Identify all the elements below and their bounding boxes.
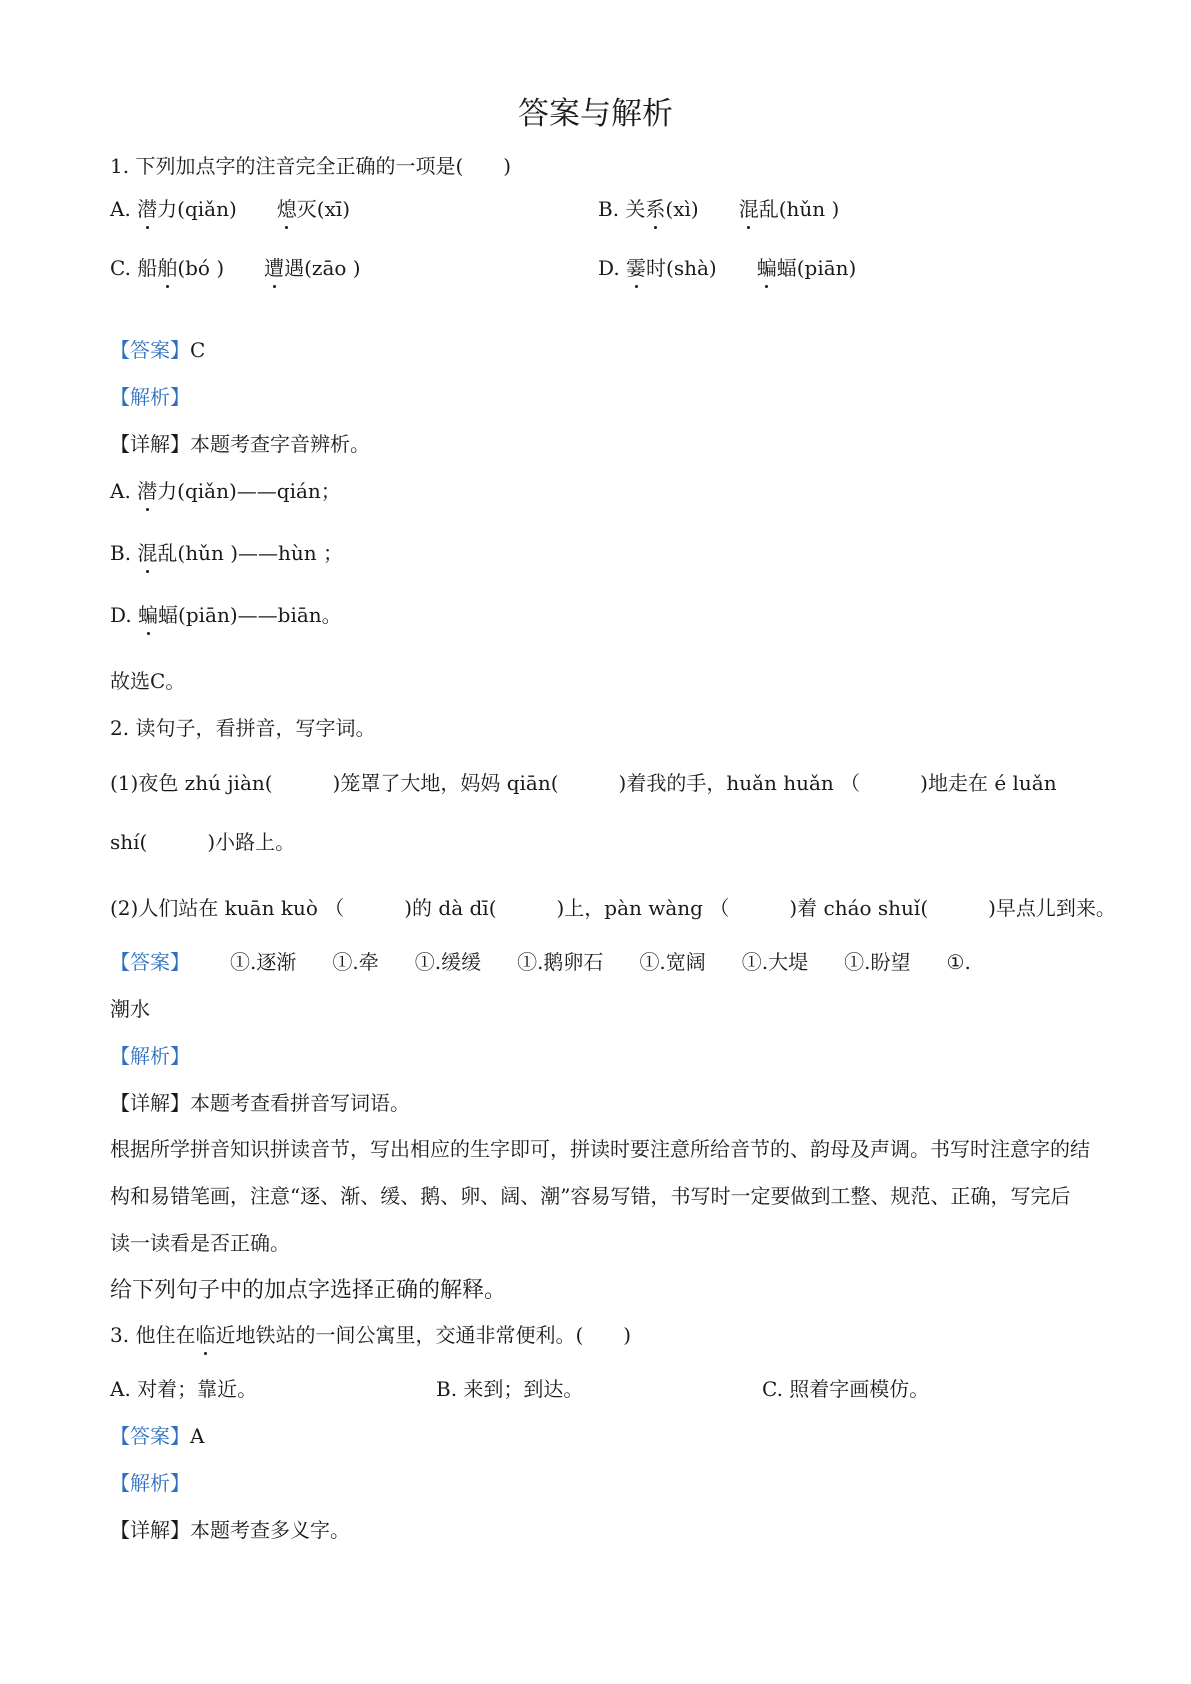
dotted-char: 潜 (137, 197, 158, 221)
q1-option-c: C. 船舶(bó ) 遭遇(zāo ) (110, 256, 361, 280)
dotted-char: 熄 (276, 197, 297, 221)
q3-option-c: C. 照着字画模仿。 (762, 1377, 930, 1401)
q1-detail-line-b: B. 混乱(hǔn )——hùn ； (110, 541, 344, 565)
q1-option-a: A. 潜力(qiǎn) 熄灭(xī) (110, 197, 351, 221)
q2-analysis-label: 【解析】 (110, 1044, 190, 1068)
q3-answer: 【答案】A (110, 1424, 205, 1448)
q2-answer-tail: 潮水 (110, 997, 150, 1021)
dotted-char: 舶 (157, 256, 178, 280)
q1-answer: 【答案】C (110, 338, 206, 362)
answer-item: ①.牵 (332, 950, 379, 974)
answer-item: ①.鹅卵石 (517, 950, 604, 974)
dotted-char: 混 (137, 541, 158, 565)
q1-conclusion: 故选C。 (110, 669, 186, 693)
q1-option-d: D. 霎时(shà) 蝙蝠(piān) (598, 256, 857, 280)
dotted-char: 临 (195, 1323, 216, 1347)
answer-item: ①.缓缓 (414, 950, 482, 974)
q1-detail-line-a: A. 潜力(qiǎn)——qián； (110, 479, 341, 503)
answer-item: ①.逐渐 (230, 950, 297, 974)
answer-label: 【答案】 (110, 1424, 190, 1448)
answer-item: ①. (946, 950, 971, 974)
q2-explanation-paragraph: 根据所学拼音知识拼读音节，写出相应的生字即可，拼读时要注意所给音节的、韵母及声调。书写时注意字的结构和易错笔画，注意“逐、渐、缓、鹅、卵、阔、潮”容易写错，书写时一定要做到工整、规范、正确，写完后读一读看是否正确。 (110, 1137, 1090, 1255)
q1-stem: 1. 下列加点字的注音完全正确的一项是( ) (110, 154, 512, 178)
q3-option-a: A. 对着；靠近。 (110, 1377, 258, 1401)
q2-sentence-2: (2)人们站在 kuān kuò （ )的 dà dī( )上，pàn wàng （ )着 cháo shuǐ( )早点儿到来。 (110, 896, 1116, 920)
answer-label: 【答案】 (110, 338, 190, 362)
q3-option-b: B. 来到；到达。 (436, 1377, 584, 1401)
answer-label: 【答案】 (110, 950, 190, 974)
dotted-char: 遭 (264, 256, 285, 280)
dotted-char: 混 (738, 197, 759, 221)
dotted-char: 蝙 (756, 256, 777, 280)
q2-detail: 【详解】本题考查看拼音写词语。 (110, 1091, 410, 1115)
section-heading: 给下列句子中的加点字选择正确的解释。 (110, 1278, 507, 1303)
q2-answer (110, 950, 1100, 974)
q3-detail: 【详解】本题考查多义字。 (110, 1518, 350, 1542)
q2-sentence-1-line-2: shí( )小路上。 (110, 830, 296, 854)
page-title: 答案与解析 (518, 96, 673, 132)
q1-analysis-label: 【解析】 (110, 385, 190, 409)
answer-item: ①.宽阔 (639, 950, 706, 974)
dotted-char: 霎 (626, 256, 647, 280)
q3-stem: 3. 他住在临近地铁站的一间公寓里，交通非常便利。( ) (110, 1323, 632, 1347)
q3-analysis-label: 【解析】 (110, 1471, 190, 1495)
q2-sentence-1-line-1: (1)夜色 zhú jiàn( )笼罩了大地，妈妈 qiān( )着我的手，huǎn huǎn （ )地走在 é luǎn (110, 771, 1057, 795)
dotted-char: 系 (645, 197, 666, 221)
answer-item: ①.盼望 (844, 950, 911, 974)
q1-option-b: B. 关系(xì) 混乱(hǔn ) (598, 197, 840, 221)
q2-stem: 2. 读句子，看拼音，写字词。 (110, 716, 376, 740)
dotted-char: 蝙 (138, 603, 159, 627)
answer-item: ①.大堤 (741, 950, 809, 974)
q1-detail-line-d: D. 蝙蝠(piān)——biān。 (110, 603, 342, 627)
dotted-char: 潜 (137, 479, 158, 503)
q1-detail: 【详解】本题考查字音辨析。 (110, 432, 370, 456)
